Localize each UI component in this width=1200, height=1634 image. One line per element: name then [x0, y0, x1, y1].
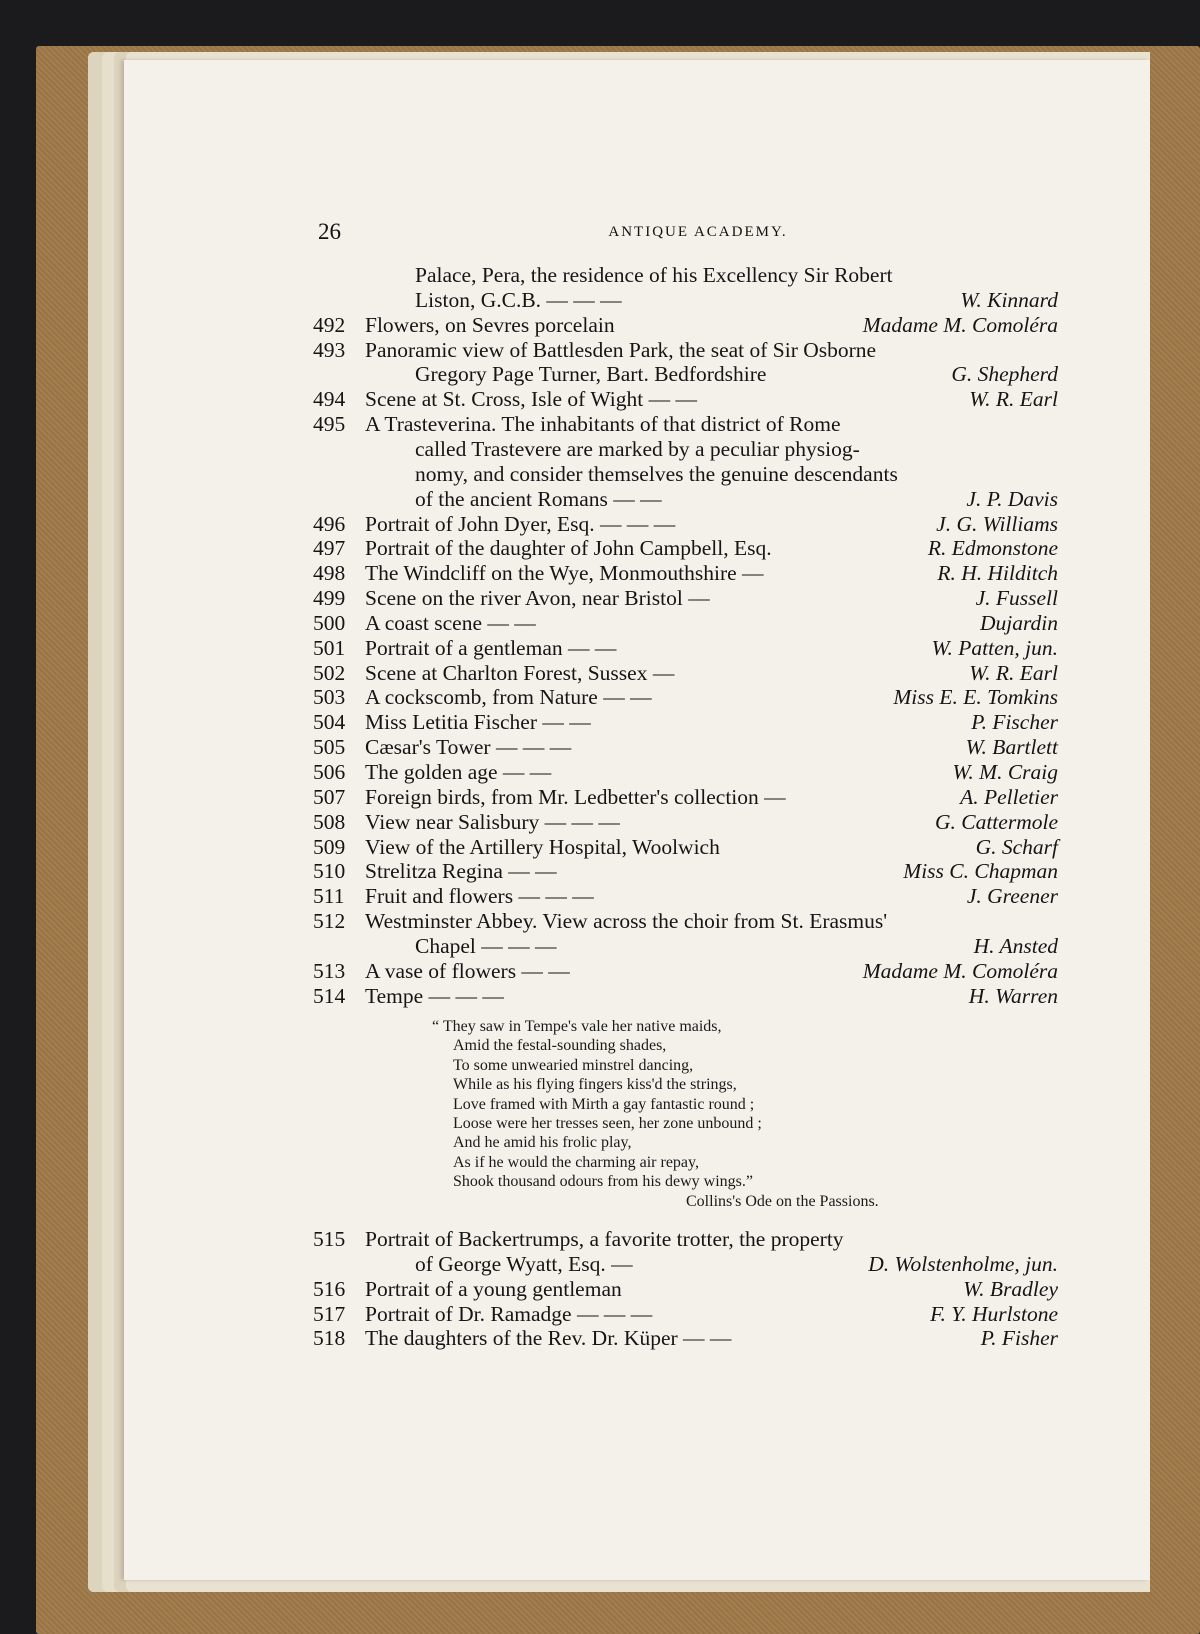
catalogue-entry: [0, 784, 1200, 810]
catalogue-entry: [0, 983, 1200, 1009]
entry-number: 506: [313, 760, 346, 784]
entry-artist: J. Fussell: [975, 586, 1058, 610]
poem-line: Loose were her tresses seen, her zone unbound ;: [453, 1115, 762, 1132]
entry-number: 510: [313, 859, 346, 883]
entry-artist: Dujardin: [979, 611, 1058, 635]
entry-title: Panoramic view of Battlesden Park, the seat of Sir Osborne: [365, 338, 877, 362]
entry-artist: Madame M. Comoléra: [862, 313, 1058, 337]
catalogue-entry: [0, 1325, 1200, 1351]
entry-artist: W. Bradley: [963, 1277, 1058, 1301]
entry-title: of the ancient Romans — —: [415, 487, 662, 511]
poem-line: And he amid his frolic play,: [453, 1134, 632, 1151]
entry-number: 501: [313, 636, 346, 660]
catalogue-entry: [0, 486, 1200, 512]
entry-number: 514: [313, 984, 346, 1008]
entry-artist: G. Cattermole: [934, 810, 1058, 834]
entry-number: 503: [313, 685, 346, 709]
entry-artist: W. Kinnard: [960, 288, 1058, 312]
poem-line: Love framed with Mirth a gay fantastic round ;: [453, 1096, 755, 1113]
catalogue-entry: [0, 834, 1200, 860]
entry-artist: W. R. Earl: [969, 661, 1058, 685]
entry-artist: J. Greener: [966, 884, 1058, 908]
catalogue-entry: [0, 1301, 1200, 1327]
entry-artist: Miss C. Chapman: [903, 859, 1058, 883]
entry-artist: G. Scharf: [975, 835, 1058, 859]
entry-title: nomy, and consider themselves the genuine descendants: [415, 462, 898, 486]
entry-number: 502: [313, 661, 346, 685]
entry-number: 496: [313, 512, 346, 536]
entry-title: A vase of flowers — —: [365, 959, 570, 983]
catalogue-entry: [0, 511, 1200, 537]
entry-title: View near Salisbury — — —: [365, 810, 620, 834]
entry-number: 495: [313, 412, 346, 436]
entry-title: Tempe — — —: [365, 984, 504, 1008]
catalogue-entry: [0, 734, 1200, 760]
entry-artist: Miss E. E. Tomkins: [893, 685, 1058, 709]
entry-title: Portrait of a gentleman — —: [365, 636, 617, 660]
catalogue-entry: [0, 386, 1200, 412]
poem-attribution: Collins's Ode on the Passions.: [686, 1193, 879, 1210]
entry-number: 494: [313, 387, 346, 411]
entry-title: A coast scene — —: [365, 611, 536, 635]
entry-title: of George Wyatt, Esq. —: [415, 1252, 633, 1276]
entry-number: 517: [313, 1302, 346, 1326]
entry-title: View of the Artillery Hospital, Woolwich: [365, 835, 720, 859]
entry-title: Scene at Charlton Forest, Sussex —: [365, 661, 675, 685]
catalogue-entry: [0, 883, 1200, 909]
catalogue-entry: [0, 958, 1200, 984]
catalogue-entry: [0, 361, 1200, 387]
poem-line: While as his flying fingers kiss'd the strings,: [453, 1076, 737, 1093]
poem-line: To some unwearied minstrel dancing,: [453, 1057, 694, 1074]
entry-title: Portrait of Dr. Ramadge — — —: [365, 1302, 653, 1326]
entry-title: Westminster Abbey. View across the choir from St. Erasmus': [365, 909, 888, 933]
entry-number: 499: [313, 586, 346, 610]
catalogue-entry: [0, 312, 1200, 338]
catalogue-entry: [0, 585, 1200, 611]
entry-title: Foreign birds, from Mr. Ledbetter's collection —: [365, 785, 786, 809]
entry-title: Scene on the river Avon, near Bristol —: [365, 586, 710, 610]
entry-artist: F. Y. Hurlstone: [930, 1302, 1058, 1326]
catalogue-entry: [0, 411, 1200, 437]
entry-artist: R. H. Hilditch: [937, 561, 1058, 585]
entry-artist: P. Fisher: [980, 1326, 1058, 1350]
catalogue-entry: [0, 660, 1200, 686]
page-number: 26: [318, 219, 341, 244]
entry-number: 515: [313, 1227, 346, 1251]
catalogue-entry: [0, 1276, 1200, 1302]
catalogue-entry: [0, 635, 1200, 661]
poem-line: Shook thousand odours from his dewy wings.”: [453, 1173, 753, 1190]
catalogue-entry: [0, 933, 1200, 959]
entry-title: A Trasteverina. The inhabitants of that district of Rome: [365, 412, 841, 436]
catalogue-entry: [0, 1251, 1200, 1277]
entry-title: Chapel — — —: [415, 934, 557, 958]
entry-artist: Madame M. Comoléra: [862, 959, 1058, 983]
entry-title: Cæsar's Tower — — —: [365, 735, 572, 759]
entry-artist: D. Wolstenholme, jun.: [868, 1252, 1058, 1276]
entry-title: Portrait of John Dyer, Esq. — — —: [365, 512, 676, 536]
catalogue-entry: [0, 610, 1200, 636]
entry-artist: W. Patten, jun.: [931, 636, 1058, 660]
entry-title: Portrait of Backertrumps, a favorite trotter, the property: [365, 1227, 844, 1251]
entry-title: Strelitza Regina — —: [365, 859, 557, 883]
entry-number: 505: [313, 735, 346, 759]
entry-number: 504: [313, 710, 346, 734]
poem-line: Amid the festal-sounding shades,: [453, 1037, 667, 1054]
entry-number: 497: [313, 536, 346, 560]
entry-number: 512: [313, 909, 346, 933]
catalogue-entry: [0, 709, 1200, 735]
poem-line: As if he would the charming air repay,: [453, 1154, 699, 1171]
entry-title: Portrait of the daughter of John Campbell, Esq.: [365, 536, 772, 560]
catalogue-entry: [0, 858, 1200, 884]
catalogue-entry: [0, 560, 1200, 586]
entry-artist: R. Edmonstone: [927, 536, 1058, 560]
entry-title: The Windcliff on the Wye, Monmouthshire —: [365, 561, 764, 585]
entry-artist: G. Shepherd: [951, 362, 1058, 386]
entry-title: The golden age — —: [365, 760, 552, 784]
entry-title: Scene at St. Cross, Isle of Wight — —: [365, 387, 697, 411]
entry-title: Flowers, on Sevres porcelain: [365, 313, 615, 337]
entry-title: Palace, Pera, the residence of his Excellency Sir Robert: [415, 263, 893, 287]
entry-number: 513: [313, 959, 346, 983]
entry-artist: H. Warren: [968, 984, 1058, 1008]
entry-artist: J. P. Davis: [966, 487, 1058, 511]
entry-title: Portrait of a young gentleman: [365, 1277, 622, 1301]
entry-title: Liston, G.C.B. — — —: [415, 288, 622, 312]
poem-line: “ They saw in Tempe's vale her native maids,: [432, 1018, 722, 1035]
catalogue-entry: [0, 436, 1200, 462]
catalogue-entry: [0, 759, 1200, 785]
entry-number: 509: [313, 835, 346, 859]
entry-number: 508: [313, 810, 346, 834]
entry-title: Miss Letitia Fischer — —: [365, 710, 591, 734]
entry-artist: H. Ansted: [973, 934, 1058, 958]
entry-number: 500: [313, 611, 346, 635]
entry-number: 516: [313, 1277, 346, 1301]
entry-number: 511: [313, 884, 345, 908]
entry-artist: J. G. Williams: [936, 512, 1058, 536]
running-title: ANTIQUE ACADEMY.: [608, 224, 788, 240]
catalogue-entry: [0, 908, 1200, 934]
entry-artist: W. Bartlett: [965, 735, 1058, 759]
catalogue-entry: [0, 461, 1200, 487]
catalogue-entry: [0, 809, 1200, 835]
entry-title: A cockscomb, from Nature — —: [365, 685, 652, 709]
entry-number: 507: [313, 785, 346, 809]
entry-title: Fruit and flowers — — —: [365, 884, 594, 908]
entry-title: The daughters of the Rev. Dr. Küper — —: [365, 1326, 732, 1350]
entry-number: 492: [313, 313, 346, 337]
entry-number: 498: [313, 561, 346, 585]
entry-title: Gregory Page Turner, Bart. Bedfordshire: [415, 362, 767, 386]
catalogue-entry: [0, 684, 1200, 710]
catalogue-entry: [0, 1226, 1200, 1252]
entry-artist: A. Pelletier: [960, 785, 1058, 809]
catalogue-entry: [0, 287, 1200, 313]
entry-artist: W. M. Craig: [952, 760, 1058, 784]
entry-number: 493: [313, 338, 346, 362]
catalogue-entry: [0, 535, 1200, 561]
entry-artist: W. R. Earl: [969, 387, 1058, 411]
entry-number: 518: [313, 1326, 346, 1350]
catalogue-entry: [0, 337, 1200, 363]
catalogue-entry: [0, 262, 1200, 288]
entry-artist: P. Fischer: [971, 710, 1058, 734]
entry-title: called Trastevere are marked by a peculiar physiog-: [415, 437, 860, 461]
